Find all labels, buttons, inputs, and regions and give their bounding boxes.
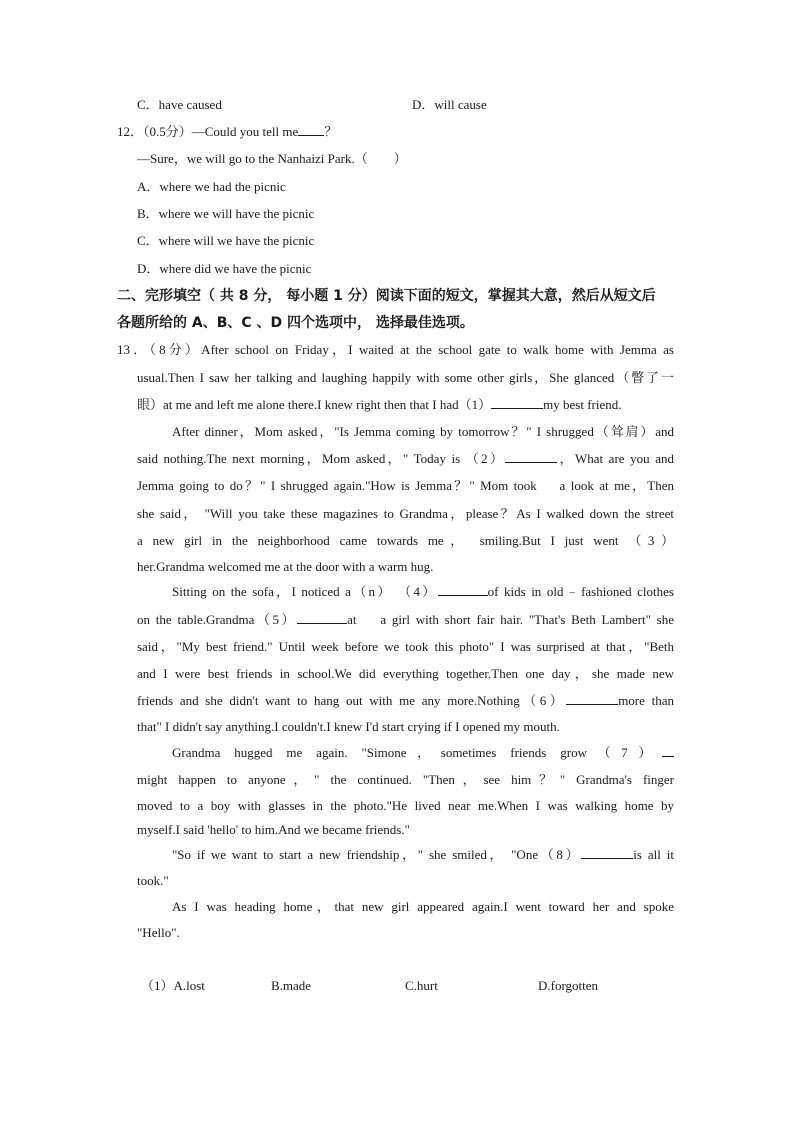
answer-1-option-a: （1）A.lost: [141, 978, 205, 993]
q11-option-d: D．will cause: [412, 97, 487, 112]
answer-blank-8: [581, 846, 633, 859]
answer-1-option-d: D.forgotten: [538, 978, 599, 993]
passage-line: her.Grandma welcomed me at the door with a warm hug.: [137, 559, 434, 574]
section-heading-2: 各题所给的 A、B、C 、D 四个选项中， 选择最佳选项。: [117, 315, 474, 331]
passage-line: and I were best friends in school.We did everything together.Then one day，she made new: [137, 666, 674, 681]
passage-line: she said， "Will you take these magazines to Grandma，please？As I walked down the street: [137, 506, 674, 521]
passage-line: Jemma going to do？" I shrugged again."How is Jemma？" Mom took a look at me，Then: [137, 478, 674, 493]
passage-text: ，What are you and: [557, 451, 674, 466]
passage-line: 13．（8分）After school on Friday，I waited at the school gate to walk home with Jemma as: [117, 342, 674, 357]
passage-text: on the table.Grandma（5）: [137, 612, 298, 627]
answer-blank-7: [662, 744, 674, 757]
passage-line: might happen to anyone，" the continued. "Then，see him？" Grandma's finger: [137, 772, 674, 787]
q12-response: —Sure，we will go to the Nanhaizi Park.（ ）: [137, 151, 407, 166]
passage-text: "So if we want to start a new friendship，" she smiled， "One（8）: [172, 847, 582, 862]
passage-line: [137, 611, 674, 629]
passage-text: at a girl with short fair hair. "That's Beth Lambert" she: [347, 612, 674, 627]
answer-blank-2: [505, 450, 557, 463]
passage-text: of kids in old﹣fashioned clothes: [487, 584, 674, 599]
answer-1-option-b: B.made: [271, 978, 312, 993]
passage-text: is all it: [633, 847, 674, 862]
answer-blank-4: [438, 583, 488, 596]
passage-line: As I was heading home，that new girl appeared again.I went toward her and spoke: [172, 899, 674, 914]
q12-option-c: C．where will we have the picnic: [137, 233, 315, 248]
passage-line: took.": [137, 873, 169, 888]
answer-1-option-c: C.hurt: [405, 978, 438, 993]
passage-line: [172, 846, 674, 864]
passage-line: said，"My best friend." Until week before we took this photo" I was surprised at that，"Beth: [137, 639, 674, 654]
passage-line: [172, 744, 674, 762]
answer-blank-6: [566, 692, 618, 705]
passage-line: After dinner，Mom asked，"Is Jemma coming by tomorrow？" I shrugged（耸肩）and: [172, 424, 674, 439]
q12-option-d: D．where did we have the picnic: [137, 261, 312, 276]
passage-line: a new girl in the neighborhood came towards me， smiling.But I just went （3）: [137, 533, 674, 548]
passage-line: usual.Then I saw her talking and laughing happily with some other girls，She glanced（瞥了一: [137, 370, 674, 385]
passage-text: more than: [618, 693, 675, 708]
passage-text: Grandma hugged me again. "Simone，sometimes friends grow（7）: [172, 745, 662, 760]
passage-line: myself.I said 'hello' to him.And we became friends.": [137, 822, 410, 837]
passage-line: [137, 692, 674, 710]
passage-text: friends and she didn't want to hang out with me any more.Nothing（6）: [137, 693, 567, 708]
passage-line: "Hello".: [137, 925, 180, 940]
answer-blank-5: [297, 611, 347, 624]
passage-line: [137, 396, 621, 414]
passage-text: 眼）at me and left me alone there.I knew right then that I had（1）: [137, 397, 492, 412]
passage-line: [137, 450, 674, 468]
answer-blank: [298, 123, 324, 136]
section-heading: 二、完形填空（ 共 8 分， 每小题 1 分）阅读下面的短文，掌握其大意，然后从短文后: [117, 288, 656, 304]
passage-line: [172, 583, 674, 601]
passage-text: Sitting on the sofa，I noticed a（n） （4）: [172, 584, 438, 599]
q12-stem: [117, 123, 337, 141]
q12-option-b: B．where we will have the picnic: [137, 206, 315, 221]
q11-option-c: C．have caused: [137, 97, 222, 112]
q12-stem-end: ？: [324, 124, 338, 139]
q12-option-a: A．where we had the picnic: [137, 179, 286, 194]
passage-line: that" I didn't say anything.I couldn't.I knew I'd start crying if I opened my mouth.: [137, 719, 560, 734]
passage-text: said nothing.The next morning，Mom asked，" Today is （2）: [137, 451, 506, 466]
passage-line: moved to a boy with glasses in the photo."He lived near me.When I was walking home by: [137, 798, 674, 813]
passage-text: my best friend.: [543, 397, 622, 412]
answer-blank-1: [491, 396, 543, 409]
q12-stem-text: 12．（0.5分）—Could you tell me: [117, 124, 299, 139]
